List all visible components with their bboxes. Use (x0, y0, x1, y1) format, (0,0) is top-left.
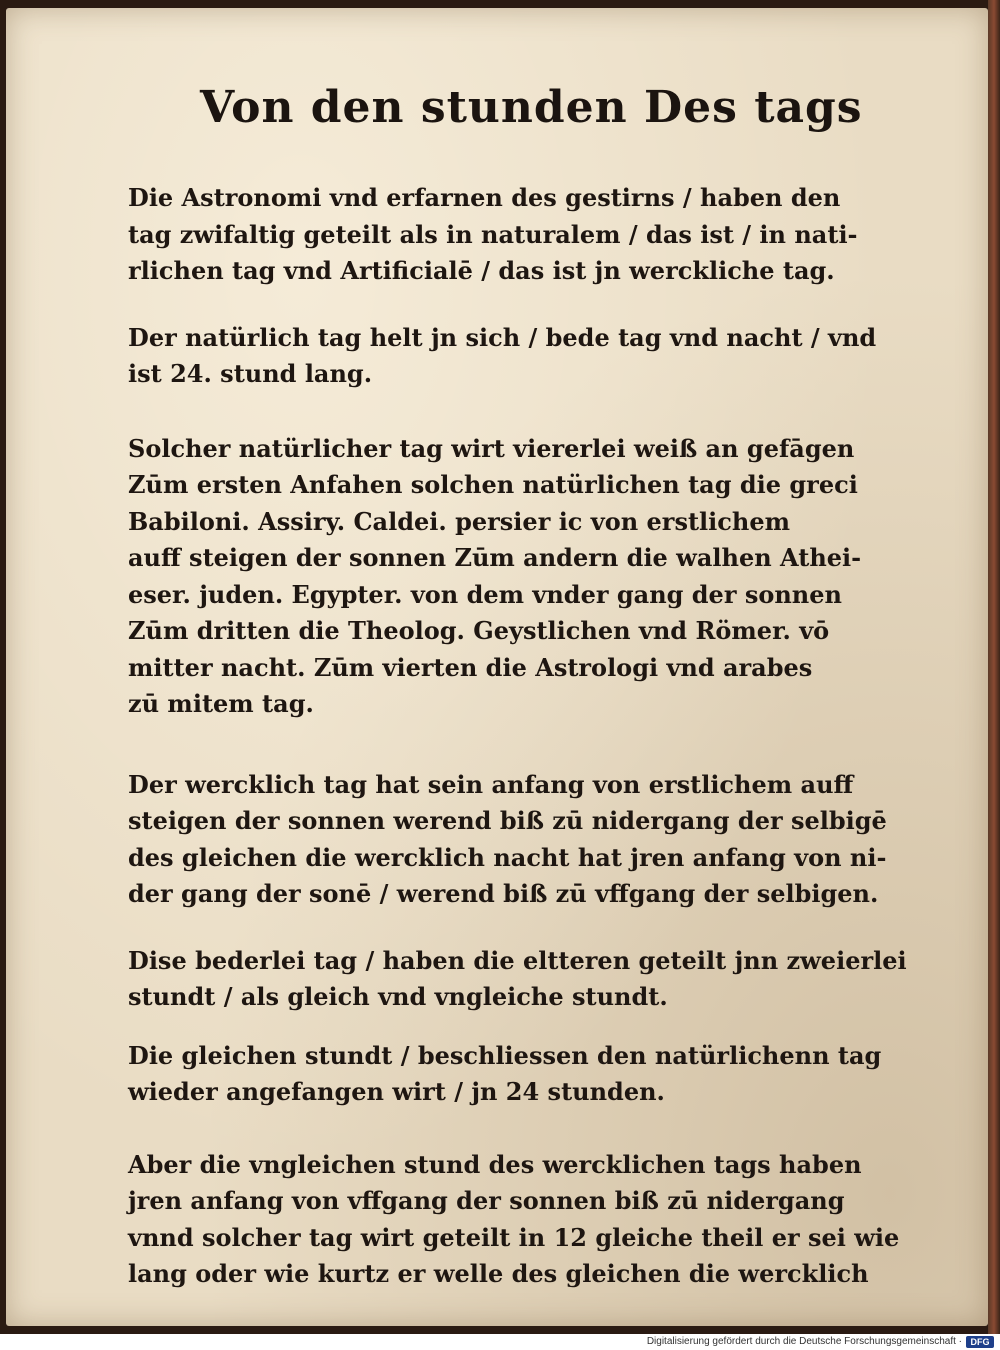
paragraph-7 (128, 1147, 898, 1293)
paragraph-4 (128, 767, 898, 913)
text-line: Dise bederlei tag / haben die eltteren geteilt jnn zweierlei (128, 945, 907, 975)
text-line: stundt / als gleich vnd vngleiche stundt. (128, 982, 668, 1011)
paragraph-1 (128, 180, 898, 290)
text-line: mitter nacht. Zūm vierten die Astrologi vnd arabes (128, 652, 813, 682)
text-line: Die gleichen stundt / beschliessen den natürlichenn tag (128, 1040, 882, 1070)
body-text (128, 180, 907, 1293)
text-line: jren anfang von vffgang der sonnen biß zū nidergang (128, 1186, 845, 1215)
text-line: Zūm ersten Anfahen solchen natürlichen tag die greci (128, 470, 858, 499)
text-line: Die Astronomi vnd erfarnen des gestirns / haben den (128, 183, 841, 212)
paragraph-3 (128, 431, 898, 723)
text-line: ist 24. stund lang. (128, 359, 373, 388)
text-line: des gleichen die wercklich nacht hat jren anfang von ni- (128, 842, 887, 872)
text-line: tag zwifaltig geteilt als in naturalem / das ist / in nati- (128, 219, 858, 249)
text-line: Babiloni. Assiry. Caldei. persier ic von erstlichem (128, 506, 791, 536)
text-line: vnnd solcher tag wirt geteilt in 12 gleiche theil er sei wie (128, 1222, 900, 1252)
funding-credit: Digitalisierung gefördert durch die Deutsche Forschungsgemeinschaft · (646, 1336, 962, 1347)
book-edge (988, 0, 1000, 1334)
text-line: der gang der sonē / werend biß zū vffgang der selbigen. (128, 879, 879, 908)
text-line: Zūm dritten die Theolog. Geystlichen vnd Römer. vō (128, 616, 830, 645)
paragraph-2 (128, 320, 898, 393)
text-line: wieder angefangen wirt / jn 24 stunden. (128, 1077, 665, 1106)
footer-bar (0, 1334, 1000, 1350)
page-title: Von den stunden Des tags (200, 82, 863, 133)
dfg-logo[interactable]: DFG (966, 1336, 994, 1348)
paragraph-6 (128, 1038, 898, 1111)
text-line: auff steigen der sonnen Zūm andern die walhen Athei- (128, 543, 862, 572)
text-line: Solcher natürlicher tag wirt viererlei weiß an gefāgen (128, 433, 855, 463)
text-line: Aber die vngleichen stund des wercklichen tags haben (128, 1149, 862, 1179)
text-line: zū mitem tag. (128, 689, 314, 718)
text-line: rlichen tag vnd Artificialē / das ist jn werckliche tag. (128, 256, 835, 285)
text-line: Der wercklich tag hat sein anfang von erstlichem auff (128, 769, 854, 799)
text-line: Der natürlich tag helt jn sich / bede tag vnd nacht / vnd (128, 322, 877, 352)
text-line: lang oder wie kurtz er welle des gleichen die wercklich (128, 1259, 869, 1288)
text-line: eser. juden. Egypter. von dem vnder gang der sonnen (128, 579, 842, 609)
paragraph-5 (128, 943, 907, 1016)
text-line: steigen der sonnen werend biß zū nidergang der selbigē (128, 806, 887, 835)
